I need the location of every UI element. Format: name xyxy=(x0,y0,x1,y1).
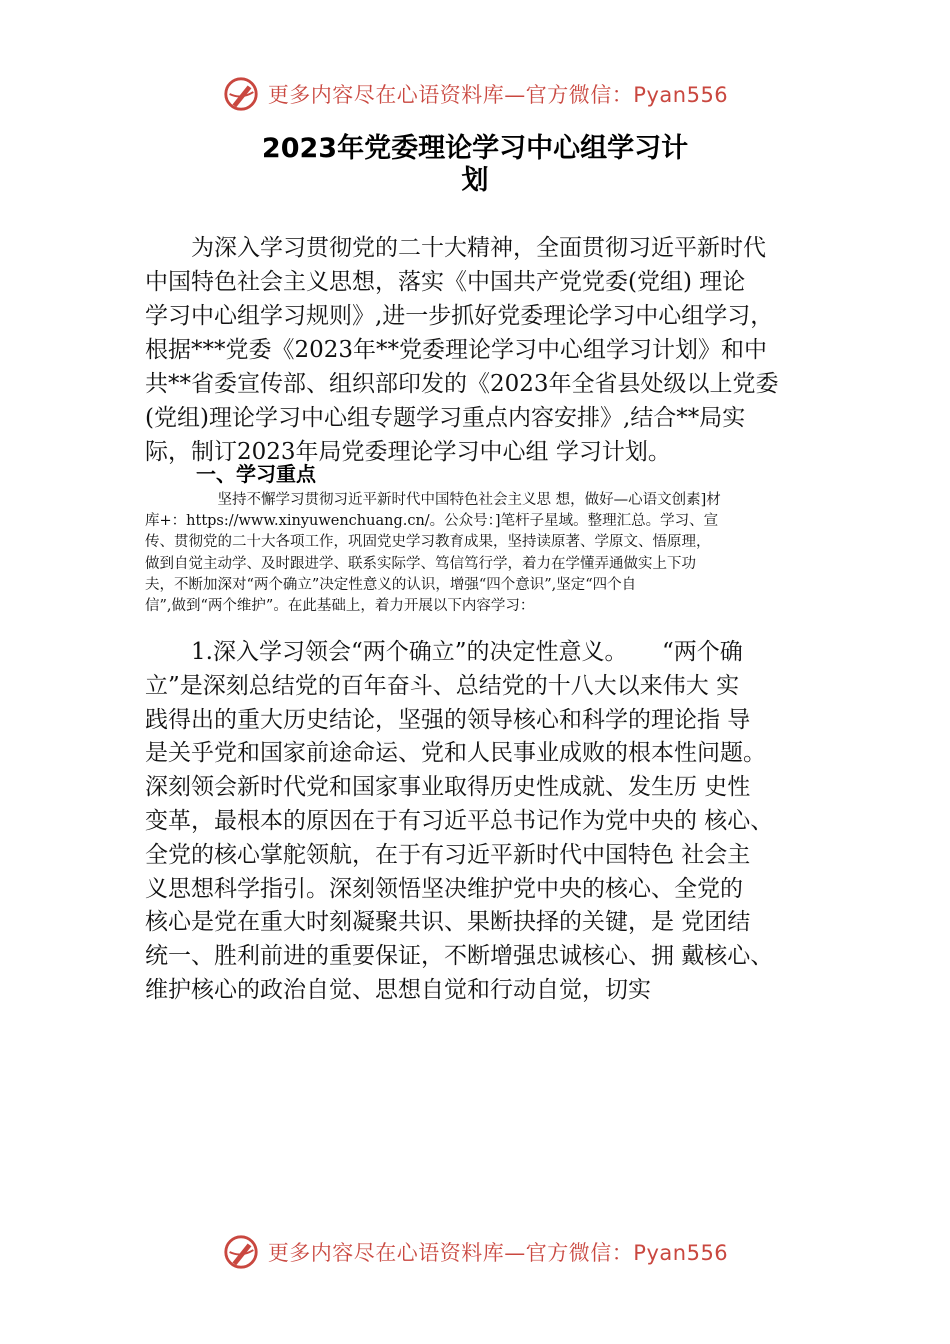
paragraph-line: 义思想科学指引。深刻领悟坚决维护党中央的核心、全党的 xyxy=(145,875,743,902)
paragraph-line: 立”是深刻总结党的百年奋斗、总结党的十八大以来伟大 实 xyxy=(145,672,740,699)
paragraph-line: 共**省委宣传部、组织部印发的《2023年全省县处级以上党委 xyxy=(145,371,779,397)
section-paragraph xyxy=(145,490,825,617)
paragraph-line: 践得出的重大历史结论，坚强的领导核心和科学的理论指 导 xyxy=(145,706,751,733)
point-one-paragraph xyxy=(145,636,815,1008)
paragraph-line: 统一、胜利前进的重要保证，不断增强忠诚核心、拥 戴核心、 xyxy=(145,943,774,970)
paragraph-line: 深刻领会新时代党和国家事业取得历史性成就、发生历 史性 xyxy=(145,774,751,801)
paragraph-line: 夫，不断加深对“两个确立”决定性意义的认识，增强“四个意识”,坚定“四个自 xyxy=(145,576,637,593)
paragraph-line: 变革，最根本的原因在于有习近平总书记作为党中央的 核心、 xyxy=(145,807,774,834)
paragraph-line: 传、贯彻党的二十大各项工作，巩固党史学习教育成果，坚持读原著、学原文、悟原理， xyxy=(145,534,711,551)
watermark-text: 更多内容尽在心语资料库—官方微信：Pyan556 xyxy=(267,1241,729,1265)
document-title xyxy=(0,133,950,197)
paragraph-line: 中国特色社会主义思想，落实《中国共产党党委(党组) 理论 xyxy=(145,269,746,295)
paragraph-line: 核心是党在重大时刻凝聚共识、果断抉择的关键，是 党团结 xyxy=(145,909,751,936)
section-heading: 一、学习重点 xyxy=(196,462,316,486)
pen-circle-icon xyxy=(222,1233,260,1271)
paragraph-line: 1.深入学习领会“两个确立”的决定性意义。 “两个确 xyxy=(145,639,743,665)
watermark-text: 更多内容尽在心语资料库—官方微信：Pyan556 xyxy=(267,83,729,107)
paragraph-line: 维护核心的政治自觉、思想自觉和行动自觉，切实 xyxy=(145,976,651,1003)
paragraph-line: 根据***党委《2023年**党委理论学习中心组学习计划》和中 xyxy=(145,337,768,363)
paragraph-line: 库+：https://www.xinyuwenchuang.cn/。公众号：]笔杆子星域。整理汇总。学习、宣 xyxy=(145,513,719,530)
paragraph-line: 际，制订2023年局党委理论学习中心组 学习计划。 xyxy=(145,439,671,465)
paragraph-line: 学习中心组学习规则》,进一步抓好党委理论学习中心组学习， xyxy=(145,303,774,329)
paragraph-line: 做到自觉主动学、及时跟进学、联系实际学、笃信笃行学，着力在学懂弄通做实上下功 xyxy=(145,555,696,572)
paragraph-line: 信”,做到“两个维护”。在此基础上，着力开展以下内容学习： xyxy=(145,598,535,615)
title-line: 2023年党委理论学习中心组学习计 xyxy=(261,133,689,164)
paragraph-line: 全党的核心掌舵领航，在于有习近平新时代中国特色 社会主 xyxy=(145,841,751,868)
pen-circle-icon xyxy=(222,75,260,113)
footer-watermark xyxy=(0,1230,950,1274)
title-line: 划 xyxy=(461,165,489,196)
paragraph-line: 坚持不懈学习贯彻习近平新时代中国特色社会主义思 想，做好—心语文创素]材 xyxy=(145,492,721,508)
header-watermark xyxy=(0,72,950,116)
intro-paragraph xyxy=(145,231,815,469)
paragraph-line: 是关乎党和国家前途命运、党和人民事业成败的根本性问题。 xyxy=(145,740,766,767)
paragraph-line: 为深入学习贯彻党的二十大精神，全面贯彻习近平新时代 xyxy=(145,235,766,261)
paragraph-line: (党组)理论学习中心组专题学习重点内容安排》,结合**局实 xyxy=(145,405,746,431)
